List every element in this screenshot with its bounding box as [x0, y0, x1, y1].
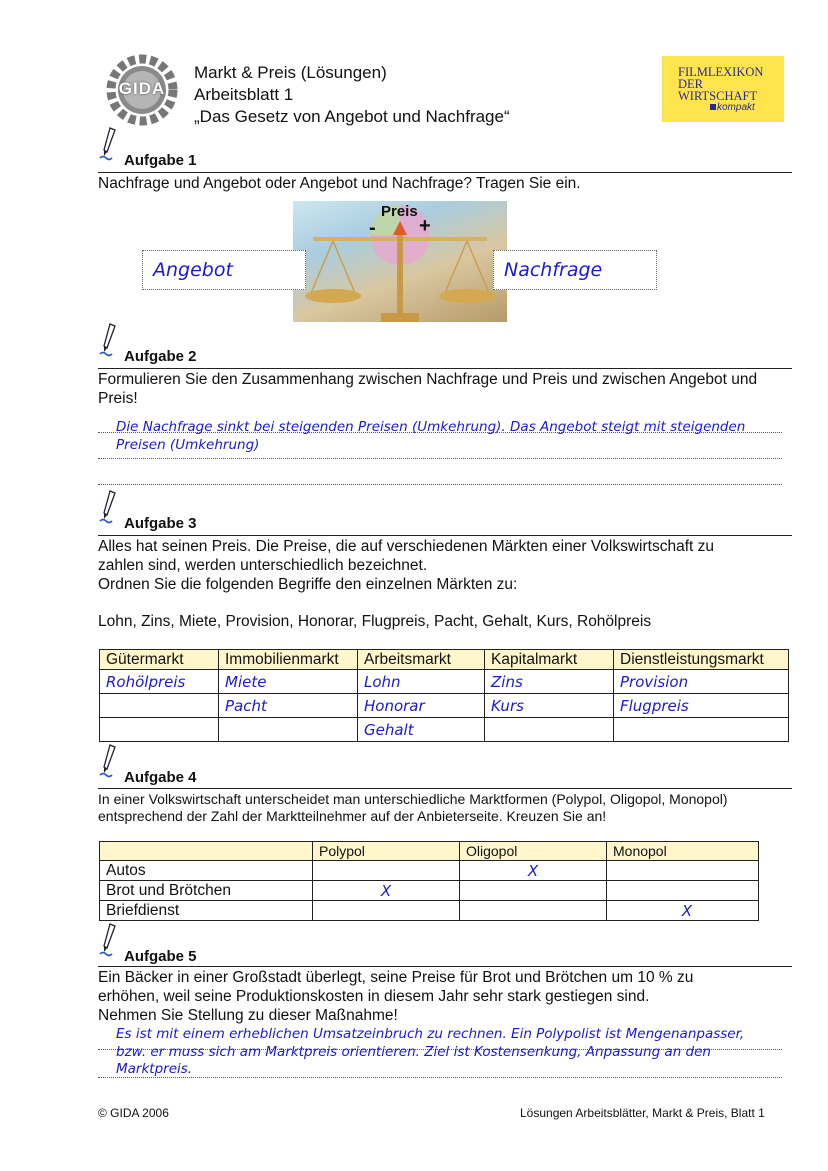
- row-label: Brot und Brötchen: [100, 881, 313, 901]
- task2-instruction: Formulieren Sie den Zusammenhang zwischen Nachfrage und Preis und zwischen Angebot und Preis!: [98, 371, 758, 407]
- row-label: Briefdienst: [100, 901, 313, 921]
- checkbox-cell[interactable]: X: [607, 901, 759, 921]
- column-header: [100, 842, 313, 861]
- answer-line: [98, 484, 782, 485]
- table-cell[interactable]: Lohn: [358, 670, 485, 694]
- divider: [98, 172, 792, 173]
- table-row: [100, 670, 789, 694]
- answer-box-right[interactable]: [493, 250, 657, 290]
- checkbox-cell[interactable]: X: [460, 861, 607, 881]
- task3-terms: Lohn, Zins, Miete, Provision, Honorar, Flugpreis, Pacht, Gehalt, Kurs, Rohölpreis: [98, 613, 652, 630]
- task3-heading: Aufgabe 3: [124, 515, 197, 532]
- column-header: Monopol: [607, 842, 759, 861]
- task1-instruction: Nachfrage und Angebot oder Angebot und Nachfrage? Tragen Sie ein.: [98, 175, 581, 192]
- checkbox-cell[interactable]: [607, 861, 759, 881]
- answer-line: [98, 1077, 782, 1078]
- badge-line: WIRTSCHAFT: [678, 89, 758, 103]
- table-cell[interactable]: [219, 718, 358, 742]
- scale-image: [293, 201, 507, 322]
- badge-line: kompakt: [710, 102, 755, 113]
- divider: [98, 788, 792, 789]
- divider: [98, 368, 792, 369]
- pen-icon: [98, 126, 122, 164]
- row-label: Autos: [100, 861, 313, 881]
- checkbox-cell[interactable]: [313, 901, 460, 921]
- logo-text: GIDA: [118, 79, 166, 98]
- table-cell[interactable]: Pacht: [219, 694, 358, 718]
- table-cell[interactable]: Kurs: [485, 694, 614, 718]
- task3-intro: Alles hat seinen Preis. Die Preise, die auf verschiedenen Märkten einer Volkswirtschaft zu: [98, 538, 714, 555]
- table-header-row: [100, 842, 759, 861]
- table-cell[interactable]: [100, 718, 219, 742]
- checkbox-cell[interactable]: [607, 881, 759, 901]
- scale-price-label: Preis: [381, 203, 418, 220]
- table-row: [100, 881, 759, 901]
- answer-line: [98, 458, 782, 459]
- divider: [98, 966, 792, 967]
- checkbox-cell[interactable]: X: [313, 881, 460, 901]
- column-header: Polypol: [313, 842, 460, 861]
- pen-icon: [98, 489, 122, 527]
- table-cell[interactable]: [485, 718, 614, 742]
- task5-answer: Es ist mit einem erheblichen Umsatzeinbruch zu rechnen. Ein Polypolist ist Mengenanpasser,: [116, 1026, 745, 1042]
- column-header: Dienstleistungsmarkt: [614, 650, 789, 670]
- table-cell[interactable]: Honorar: [358, 694, 485, 718]
- task3-intro: zahlen sind, werden unterschiedlich bezeichnet.: [98, 557, 428, 574]
- column-header: Gütermarkt: [100, 650, 219, 670]
- table-cell[interactable]: [614, 718, 789, 742]
- task2-answer: Preisen (Umkehrung): [116, 437, 260, 453]
- gida-logo: [106, 54, 178, 126]
- scale-minus: -: [369, 217, 376, 239]
- table-row: [100, 861, 759, 881]
- task2-answer: Die Nachfrage sinkt bei steigenden Preisen (Umkehrung). Das Angebot steigt mit steigenden: [116, 419, 746, 435]
- task1-heading: Aufgabe 1: [124, 152, 197, 169]
- badge-line: FILMLEXIKON: [678, 65, 764, 79]
- table-cell[interactable]: Gehalt: [358, 718, 485, 742]
- answer-right: Nachfrage: [504, 259, 603, 281]
- checkbox-cell[interactable]: [313, 861, 460, 881]
- task5-text: Nehmen Sie Stellung zu dieser Maßnahme!: [98, 1007, 398, 1024]
- column-header: Oligopol: [460, 842, 607, 861]
- checkbox-cell[interactable]: [460, 881, 607, 901]
- table-cell[interactable]: Zins: [485, 670, 614, 694]
- table-cell[interactable]: Flugpreis: [614, 694, 789, 718]
- page-subtitle: Arbeitsblatt 1: [194, 85, 294, 104]
- page-title: Markt & Preis (Lösungen): [194, 63, 387, 82]
- table-cell[interactable]: Rohölpreis: [100, 670, 219, 694]
- pen-icon: [98, 743, 122, 781]
- task5-text: erhöhen, weil seine Produktionskosten in diesem Jahr sehr stark gestiegen sind.: [98, 988, 650, 1005]
- task2-heading: Aufgabe 2: [124, 348, 197, 365]
- table-cell[interactable]: Miete: [219, 670, 358, 694]
- footer-page-info: Lösungen Arbeitsblätter, Markt & Preis, Blatt 1: [520, 1106, 765, 1120]
- marktformen-table: [99, 841, 759, 921]
- page-topic: „Das Gesetz von Angebot und Nachfrage“: [194, 107, 510, 126]
- column-header: Immobilienmarkt: [219, 650, 358, 670]
- task5-answer: bzw. er muss sich am Marktpreis orientieren. Ziel ist Kostensenkung, Anpassung an den: [116, 1044, 711, 1060]
- table-header-row: [100, 650, 789, 670]
- table-row: [100, 901, 759, 921]
- badge-line: DER: [678, 77, 703, 91]
- table-cell[interactable]: Provision: [614, 670, 789, 694]
- pen-icon: [98, 922, 122, 960]
- scale-plus: +: [419, 215, 431, 237]
- task4-intro: In einer Volkswirtschaft unterscheidet man unterschiedliche Marktformen (Polypol, Oligopol, Monopol): [98, 791, 728, 807]
- column-header: Arbeitsmarkt: [358, 650, 485, 670]
- answer-box-left[interactable]: [142, 250, 306, 290]
- table-row: [100, 718, 789, 742]
- table-cell[interactable]: [100, 694, 219, 718]
- checkbox-cell[interactable]: [460, 901, 607, 921]
- table-row: [100, 694, 789, 718]
- task3-intro: Ordnen Sie die folgenden Begriffe den einzelnen Märkten zu:: [98, 576, 518, 593]
- task5-text: Ein Bäcker in einer Großstadt überlegt, seine Preise für Brot und Brötchen um 10 % zu: [98, 969, 694, 986]
- filmlexikon-badge: [662, 56, 784, 122]
- task5-heading: Aufgabe 5: [124, 948, 197, 965]
- pen-icon: [98, 322, 122, 360]
- divider: [98, 535, 792, 536]
- column-header: Kapitalmarkt: [485, 650, 614, 670]
- markets-table: [99, 649, 789, 742]
- task4-heading: Aufgabe 4: [124, 769, 197, 786]
- task4-intro: entsprechend der Zahl der Marktteilnehmer auf der Anbieterseite. Kreuzen Sie an!: [98, 808, 607, 824]
- task5-answer: Marktpreis.: [116, 1061, 193, 1077]
- answer-left: Angebot: [153, 259, 233, 281]
- footer-copyright: © GIDA 2006: [98, 1106, 169, 1120]
